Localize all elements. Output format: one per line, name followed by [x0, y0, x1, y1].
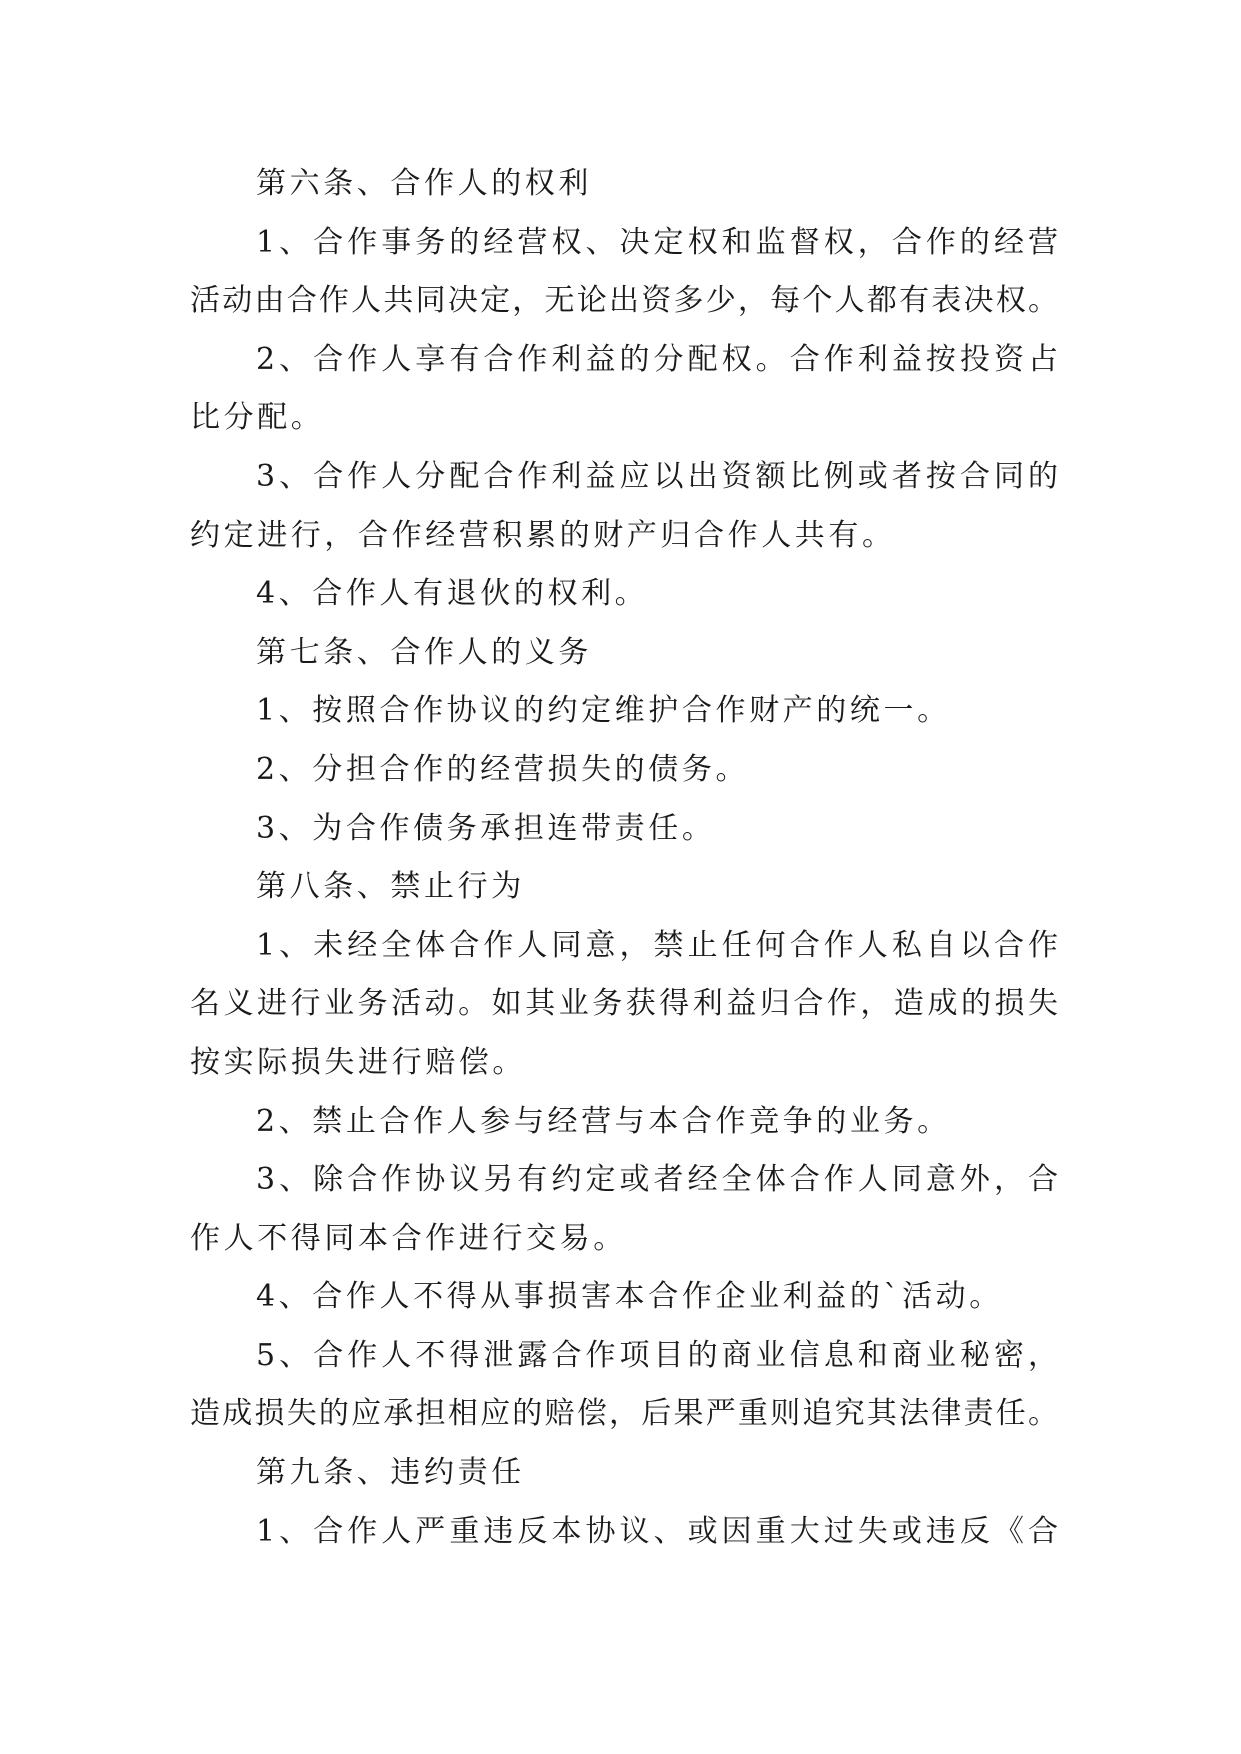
paragraph-line: 作人不得同本合作进行交易。 — [190, 1220, 627, 1256]
section-heading-article-8: 第八条、禁止行为 — [256, 869, 525, 905]
paragraph-line: 5、合作人不得泄露合作项目的商业信息和商业秘密， — [256, 1337, 1058, 1373]
paragraph-line: 按实际损失进行赔偿。 — [190, 1044, 526, 1080]
paragraph-line: 3、除合作协议另有约定或者经全体合作人同意外，合 — [256, 1162, 1058, 1198]
paragraph-line: 比分配。 — [190, 400, 325, 436]
section-heading-article-6: 第六条、合作人的权利 — [256, 166, 592, 201]
paragraph-line: 4、合作人有退伙的权利。 — [256, 576, 649, 612]
section-heading-article-9: 第九条、违约责任 — [256, 1455, 525, 1491]
paragraph-line: 1、合作人严重违反本协议、或因重大过失或违反《合 — [256, 1513, 1058, 1549]
paragraph-line: 4、合作人不得从事损害本合作企业利益的`活动。 — [256, 1279, 1003, 1315]
paragraph-line: 3、合作人分配合作利益应以出资额比例或者按合同的 — [256, 458, 1058, 494]
paragraph-line: 活动由合作人共同决定，无论出资多少，每个人都有表决权。 — [190, 283, 1058, 319]
paragraph-line: 约定进行，合作经营积累的财产归合作人共有。 — [190, 517, 896, 553]
paragraph-line: 1、按照合作协议的约定维护合作财产的统一。 — [256, 693, 951, 729]
document-body — [190, 155, 1058, 1561]
paragraph-line: 2、分担合作的经营损失的债务。 — [256, 751, 750, 787]
paragraph-line: 2、禁止合作人参与经营与本合作竞争的业务。 — [256, 1103, 951, 1139]
paragraph-line: 名义进行业务活动。如其业务获得利益归合作，造成的损失 — [190, 986, 1058, 1022]
section-heading-article-7: 第七条、合作人的义务 — [256, 634, 592, 670]
paragraph-line: 造成损失的应承担相应的赔偿，后果严重则追究其法律责任。 — [190, 1396, 1058, 1432]
paragraph-line: 1、未经全体合作人同意，禁止任何合作人私自以合作 — [256, 927, 1058, 963]
paragraph-line: 2、合作人享有合作利益的分配权。合作利益按投资占 — [256, 341, 1058, 377]
paragraph-line: 3、为合作债务承担连带责任。 — [256, 810, 716, 846]
paragraph-line: 1、合作事务的经营权、决定权和监督权，合作的经营 — [256, 224, 1058, 260]
